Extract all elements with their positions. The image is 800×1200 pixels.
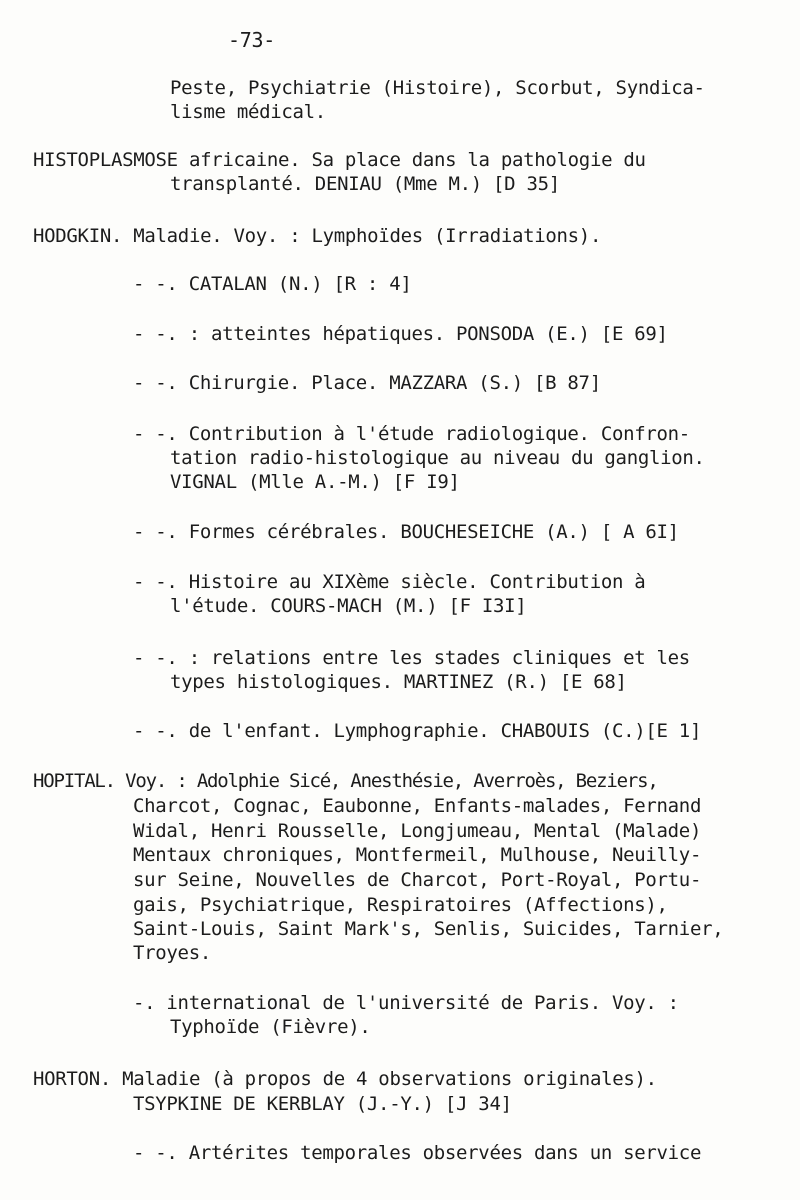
sub-entry-line: - -. Contribution à l'étude radiologique. Confron- (133, 423, 690, 445)
text-line: Typhoïde (Fièvre). (170, 1016, 371, 1038)
sub-entry-line: - -. Histoire au XIXème siècle. Contribution à (133, 571, 646, 593)
sub-entry-line: - -. de l'enfant. Lymphographie. CHABOUIS (C.)[E 1] (133, 720, 702, 742)
text-line: Charcot, Cognac, Eaubonne, Enfants-malades, Fernand (133, 795, 702, 817)
sub-entry-line: - -. Chirurgie. Place. MAZZARA (S.) [B 87] (133, 372, 601, 394)
text-line: transplanté. DENIAU (Mme M.) [D 35] (170, 173, 560, 195)
entry-heading-line: HORTON. Maladie (à propos de 4 observations originales). (33, 1068, 657, 1090)
sub-entry-line: - -. CATALAN (N.) [R : 4] (133, 273, 412, 295)
text-line: VIGNAL (Mlle A.-M.) [F I9] (170, 471, 460, 493)
text-line: tation radio-histologique au niveau du ganglion. (170, 447, 705, 469)
entry-heading-line: HISTOPLASMOSE africaine. Sa place dans la pathologie du (33, 149, 646, 171)
text-line: Peste, Psychiatrie (Histoire), Scorbut, Syndica- (170, 77, 705, 99)
sub-entry-line: - -. Artérites temporales observées dans un service (133, 1142, 702, 1164)
text-line: TSYPKINE DE KERBLAY (J.-Y.) [J 34] (133, 1093, 512, 1115)
text-line: gais, Psychiatrique, Respiratoires (Affections), (133, 894, 668, 916)
sub-entry-line: - -. Formes cérébrales. BOUCHESEICHE (A.) [ A 6I] (133, 521, 679, 543)
page-number: -73- (228, 28, 275, 52)
sub-entry-line: - -. : atteintes hépatiques. PONSODA (E.) [E 69] (133, 323, 668, 345)
text-line: Widal, Henri Rousselle, Longjumeau, Mental (Malade) (133, 820, 702, 842)
text-line: Troyes. (133, 942, 211, 964)
text-line: Mentaux chroniques, Montfermeil, Mulhouse, Neuilly- (133, 844, 702, 866)
text-line: Saint-Louis, Saint Mark's, Senlis, Suicides, Tarnier, (133, 918, 724, 940)
entry-heading-line: HODGKIN. Maladie. Voy. : Lymphoïdes (Irradiations). (33, 225, 602, 247)
text-line: l'étude. COURS-MACH (M.) [F I3I] (170, 595, 527, 617)
sub-entry-line: - -. : relations entre les stades cliniques et les (133, 647, 690, 669)
text-line: sur Seine, Nouvelles de Charcot, Port-Royal, Portu- (133, 869, 702, 891)
entry-heading-line: HOPITAL. Voy. : Adolphie Sicé, Anesthésie, Averroès, Beziers, (33, 770, 658, 792)
text-line: types histologiques. MARTINEZ (R.) [E 68] (170, 671, 627, 693)
sub-entry-line: -. international de l'université de Paris. Voy. : (133, 992, 679, 1014)
text-line: lisme médical. (170, 101, 326, 123)
